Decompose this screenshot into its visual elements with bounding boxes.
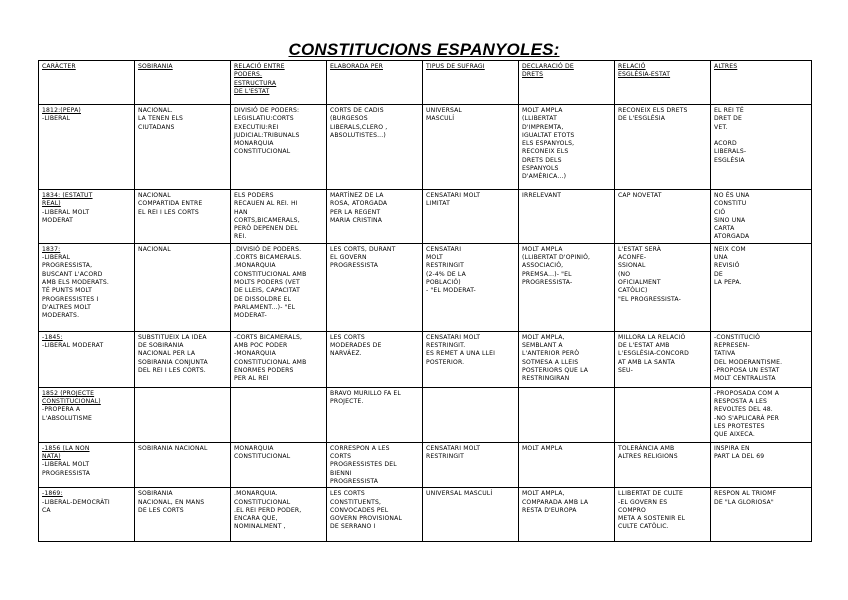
cell-caracter (39, 105, 135, 190)
cell-line: CA (42, 506, 51, 514)
cell-line: PROGRESSISTA (330, 262, 379, 270)
cell-line: COMPARADA AMB LA (522, 498, 589, 506)
cell-line: DE SERRANO I (330, 523, 376, 531)
cell-line: MOLT AMPLA (522, 444, 563, 452)
cell-elaborada-per (327, 442, 423, 487)
cell-line (714, 132, 808, 140)
cell-line: PROGRESSISTA (42, 469, 91, 477)
cell-relacio-esglesia-estat (615, 243, 711, 331)
cell-line: SOBIRANIA NACIONAL (138, 444, 208, 452)
cell-line: -1856 (LA NON (42, 444, 90, 452)
cell-line: CAP NOVETAT (618, 192, 662, 199)
cell-line: LA PEPA. (714, 278, 742, 286)
cell-line: 1852 (PROJECTE (42, 389, 95, 397)
cell-line: IRRELEVANT (522, 192, 562, 199)
cell-line: CONSTITUCIONAL) (42, 398, 101, 406)
cell-line: CULTE CATÒLIC. (618, 523, 669, 531)
cell-line: SEU- (618, 366, 633, 374)
cell-line: D'IMPREMTA, (522, 123, 564, 131)
table-row (39, 442, 812, 487)
cell-elaborada-per (327, 488, 423, 542)
cell-line (426, 390, 515, 398)
cell-line: BIENNI (330, 469, 352, 477)
cell-declaracio-drets (519, 442, 615, 487)
cell-line: -EL GOVERN ES (618, 498, 668, 506)
cell-line: L'ESGLÉSIA-CONCORD (618, 350, 689, 358)
cell-line: PODERS. (234, 71, 263, 79)
cell-line: EL GOVERN (330, 254, 367, 262)
cell-line: DE "LA GLORIOSA" (714, 498, 774, 506)
cell-line: CORRESPON A LES (330, 444, 390, 452)
cell-sobirania (135, 331, 231, 387)
cell-altres (711, 105, 812, 190)
cell-line: -PROPERA A (42, 406, 81, 414)
cell-line: L'ESTAT SERÀ (618, 245, 662, 253)
cell-tipus-sufragi (423, 105, 519, 190)
cell-line: REAL) (42, 200, 61, 208)
cell-line: NOMINALMENT , (234, 523, 286, 531)
cell-line: GOVERN PROVISIONAL (330, 515, 403, 523)
cell-altres (711, 190, 812, 244)
cell-line: EXECUTIU:REI (234, 123, 279, 131)
cell-line: UNIVERSAL (426, 107, 462, 114)
cell-line: AT AMB LA SANTA (618, 358, 675, 366)
cell-relacio-esglesia-estat (615, 105, 711, 190)
cell-line: RECONEIX ELS (522, 148, 569, 156)
cell-line: CORTS,BICAMERALS, (234, 216, 300, 224)
cell-line: REPRESEN- (714, 342, 750, 350)
cell-line: EL REI I LES CORTS (138, 208, 199, 216)
cell-line: -LIBERAL (42, 254, 71, 262)
cell-line: NACIONAL (138, 192, 171, 199)
cell-line: MILLORA LA RELACIÓ (618, 333, 686, 341)
cell-line: PROGRESSISTA, (42, 262, 93, 270)
cell-line: ATORGADA (714, 233, 750, 241)
cell-line: - "EL MODERAT- (426, 287, 476, 295)
cell-elaborada-per (327, 243, 423, 331)
cell-line: DE L'ESTAT (234, 87, 270, 95)
table-row (39, 243, 812, 331)
cell-line: .EL REI PERD PODER, (234, 506, 302, 514)
cell-line: LES CORTS, DURANT (330, 245, 396, 253)
cell-line: JUDICIAL:TRIBUNALS (234, 131, 300, 139)
cell-line: (BURGESOS (330, 115, 368, 123)
cell-line: HAN (234, 208, 248, 216)
cell-line: NACIONAL (138, 245, 171, 253)
cell-relacio-poders (231, 488, 327, 542)
cell-line: -CORTS BICAMERALS, (234, 333, 303, 341)
table-row (39, 387, 812, 442)
cell-line: CIÓ (714, 208, 726, 216)
cell-elaborada-per (327, 387, 423, 442)
cell-line: DRET DE (714, 115, 743, 123)
cell-declaracio-drets (519, 331, 615, 387)
cell-line: CONSTITUENTS, (330, 498, 382, 506)
cell-line: SOBIRANIA (138, 63, 173, 70)
cell-line: CENSATARI (426, 245, 462, 253)
cell-relacio-esglesia-estat (615, 331, 711, 387)
cell-line: DEL MODERANTISME. (714, 358, 783, 366)
cell-line: ASSOCIACIÓ, (522, 262, 564, 270)
cell-line: (NO (618, 270, 631, 278)
cell-line: 1837: (42, 245, 61, 253)
cell-line: RESTRINGIRAN (522, 375, 570, 383)
cell-line: ESGLÉSIA-ESTAT (618, 71, 671, 79)
cell-line: MASCULÍ (426, 115, 455, 123)
cell-line: TIPUS DE SUFRAGI (426, 63, 485, 70)
cell-line: MARIA CRISTINA (330, 216, 383, 224)
cell-line: MODERATS. (42, 312, 80, 320)
cell-line: ACORD (714, 140, 737, 148)
cell-line: MOLT AMPLA, (522, 333, 565, 341)
cell-line: .MONARQUIA (234, 262, 276, 270)
cell-line: SEMBLANT A (522, 342, 563, 350)
cell-line: DRETS (522, 71, 544, 79)
cell-line: PROJECTE. (330, 398, 364, 406)
cell-tipus-sufragi (423, 387, 519, 442)
cell-line (138, 390, 227, 398)
header-tipus-sufragi (423, 61, 519, 105)
cell-line (234, 390, 323, 398)
cell-relacio-poders (231, 331, 327, 387)
cell-line: MOLT CENTRALISTA (714, 375, 776, 383)
cell-sobirania (135, 387, 231, 442)
cell-line: CORTS (330, 453, 352, 461)
cell-caracter (39, 387, 135, 442)
cell-line: CONSTITUCIONAL AMB (234, 358, 307, 366)
cell-line: "EL PROGRESSISTA- (618, 295, 681, 303)
cell-line: PER LA REGENT (330, 208, 381, 216)
cell-line: CONSTITUCIONAL (234, 148, 291, 156)
cell-line: META A SOSTENIR EL (618, 515, 686, 523)
cell-line: CORTS DE CADIS (330, 107, 384, 114)
cell-line: TÉ PUNTS MOLT (42, 287, 93, 295)
cell-altres (711, 387, 812, 442)
cell-line: ACONFE- (618, 254, 647, 262)
cell-line: SOTMESA A LLEIS (522, 358, 579, 366)
cell-line: TATIVA (714, 350, 736, 358)
cell-line: MONARQUIA (234, 444, 274, 452)
cell-line: CONVOCADES PEL (330, 506, 389, 514)
cell-line: 1834: (ESTATUT (42, 192, 93, 199)
cell-relacio-poders (231, 387, 327, 442)
cell-line: (LLIBERTAT (522, 115, 557, 123)
cell-line: -1845: (42, 333, 63, 341)
cell-line: DRETS DELS (522, 156, 562, 164)
cell-line: BRAVO MURILLO FA EL (330, 389, 401, 397)
cell-line: RESPON AL TRIOMF (714, 490, 777, 498)
cell-line: UNA (714, 254, 728, 262)
cell-line: PROGRESSISTA- (522, 278, 573, 286)
cell-line: PERÒ DEPENEN DEL (234, 225, 298, 233)
cell-declaracio-drets (519, 488, 615, 542)
cell-line (618, 390, 707, 398)
cell-line: IGUALTAT ETOTS (522, 131, 575, 139)
cell-line: RESTRINGIT (426, 453, 465, 461)
table-row (39, 331, 812, 387)
cell-line: POSTERIORS QUE LA (522, 366, 589, 374)
cell-line: AMB ELS MODERATS. (42, 278, 109, 286)
cell-tipus-sufragi (423, 488, 519, 542)
cell-line: -CONSTITUCIÓ (714, 333, 761, 341)
table-row (39, 488, 812, 542)
cell-line: CENSATARI MOLT (426, 192, 481, 199)
cell-line: MODERAT- (234, 312, 267, 320)
cell-line: RESTA D'EUROPA (522, 506, 577, 514)
cell-line: MOLT AMPLA (522, 107, 563, 114)
cell-caracter (39, 442, 135, 487)
cell-line: UNIVERSAL MASCULÍ (426, 490, 493, 498)
cell-line: SUBSTITUEIX LA IDEA (138, 333, 207, 341)
cell-line: ESPANYOLS (522, 165, 559, 173)
cell-declaracio-drets (519, 105, 615, 190)
cell-tipus-sufragi (423, 442, 519, 487)
cell-line: ESTRUCTURA (234, 79, 277, 87)
cell-line: CENSATARI MOLT (426, 333, 481, 341)
cell-relacio-poders (231, 190, 327, 244)
cell-line: SINO UNA (714, 216, 746, 224)
cell-line: -LIBERAL (42, 115, 71, 123)
cell-line: L'ABSOLUTISME (42, 414, 92, 422)
header-sobirania (135, 61, 231, 105)
cell-sobirania (135, 105, 231, 190)
header-elaborada-per (327, 61, 423, 105)
cell-line: ESGLÉSIA (714, 156, 745, 164)
cell-line: MODERADES DE (330, 342, 382, 350)
cell-line: PARLAMENT...)- "EL (234, 303, 296, 311)
cell-line: REI. (234, 233, 247, 241)
cell-line: CARTA (714, 225, 735, 233)
cell-line: NARVÁEZ. (330, 350, 362, 358)
cell-line: ELABORADA PER (330, 63, 383, 70)
cell-line: ELS ESPANYOLS, (522, 140, 575, 148)
cell-altres (711, 442, 812, 487)
cell-line: SOBIRANIA CONJUNTA (138, 358, 208, 366)
cell-line: CIUTADANS (138, 123, 175, 131)
cell-line: NACIONAL, EN MANS (138, 498, 205, 506)
cell-line: BUSCANT L'ACORD (42, 270, 103, 278)
cell-line: CATÒLIC) (618, 287, 648, 295)
cell-line: ABSOLUTISTES...) (330, 131, 386, 139)
cell-line: MOLTS PODERS (VET (234, 278, 300, 286)
cell-caracter (39, 243, 135, 331)
cell-line: .MONARQUIA. (234, 490, 278, 498)
cell-relacio-poders (231, 105, 327, 190)
cell-line: -MONARQUIA (234, 350, 276, 358)
cell-line: .CORTS BICAMERALS. (234, 254, 302, 262)
cell-line: -LIBERAL MODERAT (42, 342, 104, 350)
cell-line: NO ÉS UNA (714, 192, 750, 199)
cell-relacio-esglesia-estat (615, 387, 711, 442)
cell-line: CARÀCTER (42, 63, 76, 70)
cell-line: RESPOSTA A LES (714, 398, 767, 406)
cell-line: RECAUEN AL REI. HI (234, 200, 298, 208)
cell-line: LEGISLATIU:CORTS (234, 115, 294, 123)
cell-relacio-esglesia-estat (615, 190, 711, 244)
cell-line: TOLERÀNCIA AMB (618, 444, 675, 452)
cell-line: PREMSA...)- "EL (522, 270, 572, 278)
cell-line: LIMITAT (426, 200, 450, 208)
cell-elaborada-per (327, 190, 423, 244)
cell-relacio-esglesia-estat (615, 488, 711, 542)
cell-relacio-poders (231, 243, 327, 331)
cell-line: .DIVISIÓ DE PODERS. (234, 245, 302, 253)
cell-line: DE (714, 270, 723, 278)
cell-line: ALTRES (714, 63, 738, 70)
cell-line: PROGRESSISTA (330, 477, 379, 485)
cell-line: MOLT (426, 254, 443, 262)
cell-declaracio-drets (519, 387, 615, 442)
cell-line: -LIBERAL-DEMOCRÀTI (42, 498, 110, 506)
cell-line: DE SOBIRANIA (138, 342, 184, 350)
cell-line: ES REMET A UNA LLEI (426, 350, 496, 358)
cell-line: RELACIÓ ENTRE (234, 63, 285, 70)
cell-line: PROGRESSISTES I (42, 295, 99, 303)
cell-line: COMPARTIDA ENTRE (138, 200, 203, 208)
cell-line: LA TENEN ELS (138, 115, 184, 123)
cell-line: NACIONAL PER LA (138, 350, 196, 358)
cell-line: ENORMES PODERS (234, 366, 294, 374)
cell-declaracio-drets (519, 243, 615, 331)
cell-line: DE L'ESTAT AMB (618, 342, 670, 350)
cell-line: LES CORTS (330, 490, 365, 498)
cell-line: NEIX COM (714, 245, 746, 253)
cell-line: -LIBERAL MOLT (42, 208, 90, 216)
cell-sobirania (135, 190, 231, 244)
cell-line: LIBERALS,CLERO , (330, 123, 388, 131)
cell-line: -NO S'APLICARÀ PER (714, 414, 780, 422)
cell-tipus-sufragi (423, 331, 519, 387)
cell-line: L'ANTERIOR PERÒ (522, 350, 580, 358)
cell-relacio-esglesia-estat (615, 442, 711, 487)
table-row (39, 105, 812, 190)
cell-sobirania (135, 243, 231, 331)
cell-line: MOLT AMPLA, (522, 490, 565, 498)
cell-line: AMB POC PODER (234, 342, 288, 350)
cell-line: COMPRO (618, 506, 646, 514)
cell-sobirania (135, 488, 231, 542)
cell-line: POBLACIÓ) (426, 278, 461, 286)
cell-line: POSTERIOR. (426, 358, 465, 366)
cell-line: ROSA, ATORGADA (330, 200, 388, 208)
cell-elaborada-per (327, 331, 423, 387)
cell-line: LLIBERTAT DE CULTE (618, 490, 684, 498)
cell-line: NACIONAL. (138, 107, 173, 114)
cell-line: VET. (714, 123, 728, 131)
table-row (39, 190, 812, 244)
cell-relacio-poders (231, 442, 327, 487)
cell-line: CONSTITUCIONAL (234, 453, 291, 461)
cell-line: DE LLEIS, CAPACITAT (234, 287, 300, 295)
cell-line: CENSATARI MOLT (426, 444, 481, 452)
cell-line: CONSTITUCIONAL (234, 498, 291, 506)
cell-altres (711, 331, 812, 387)
cell-elaborada-per (327, 105, 423, 190)
cell-line: DIVISIÓ DE PODERS: (234, 107, 300, 114)
cell-line: (2-4% DE LA (426, 270, 466, 278)
cell-line: RESTRINGIT (426, 262, 465, 270)
cell-line: -PROPOSADA COM A (714, 389, 780, 397)
cell-line: D'AMÈRICA...) (522, 173, 567, 181)
cell-line: QUE AIXECA. (714, 431, 755, 439)
header-row (39, 61, 812, 105)
cell-line: PER AL REI (234, 375, 269, 383)
cell-line: CONSTITUCIONAL AMB (234, 270, 307, 278)
cell-line: ALTRES RELIGIONS (618, 453, 678, 461)
cell-line: OFICIALMENT (618, 278, 661, 286)
cell-line: LIBERALS- (714, 148, 747, 156)
cell-line: NATA) (42, 453, 61, 461)
header-altres (711, 61, 812, 105)
cell-line: ELS PODERS (234, 192, 274, 199)
cell-line: LES PROTESTES (714, 422, 765, 430)
cell-line: -1869: (42, 490, 63, 498)
cell-line: DEL REI I LES CORTS. (138, 366, 206, 374)
cell-line: MOLT AMPLA (522, 245, 563, 253)
cell-line: D'ALTRES MOLT (42, 303, 91, 311)
cell-line: INSPIRA EN (714, 444, 750, 452)
header-caracter (39, 61, 135, 105)
constitutions-table (38, 60, 812, 542)
cell-line: ENCARA QUE, (234, 515, 278, 523)
cell-line: (LLIBERTAT D'OPINIÓ, (522, 254, 591, 262)
cell-line: PART LA DEL 69 (714, 453, 765, 461)
cell-line: MODERAT (42, 216, 74, 224)
cell-line: REVOLTES DEL 48. (714, 406, 773, 414)
cell-line: DECLARACIÓ DE (522, 63, 574, 70)
cell-altres (711, 488, 812, 542)
cell-line: PROGRESSISTES DEL (330, 461, 397, 469)
cell-line: 1812:(PEPA) (42, 107, 81, 114)
cell-line: DE DISSOLDRE EL (234, 295, 292, 303)
header-relacio-esglesia-estat (615, 61, 711, 105)
cell-line: RECONEIX ELS DRETS (618, 107, 688, 114)
cell-line: LES CORTS (330, 333, 365, 341)
cell-line: MONARQUIA (234, 140, 274, 148)
cell-line (522, 390, 611, 398)
header-relacio-poders (231, 61, 327, 105)
cell-line: -PROPOSA UN ESTAT (714, 366, 780, 374)
cell-line: RELACIÓ (618, 63, 646, 70)
cell-caracter (39, 331, 135, 387)
cell-altres (711, 243, 812, 331)
header-declaracio-drets (519, 61, 615, 105)
cell-caracter (39, 488, 135, 542)
cell-line: RESTRINGIT. (426, 342, 466, 350)
cell-tipus-sufragi (423, 243, 519, 331)
page-title: CONSTITUCIONS ESPANYOLES: (288, 40, 560, 59)
cell-line: MARTÍNEZ DE LA (330, 192, 384, 199)
cell-declaracio-drets (519, 190, 615, 244)
cell-line: REVISIÓ (714, 262, 740, 270)
cell-line: DE L'ESGLÉSIA (618, 115, 666, 123)
cell-sobirania (135, 442, 231, 487)
cell-caracter (39, 190, 135, 244)
cell-line: DE LES CORTS (138, 506, 184, 514)
cell-line: SOBIRANIA (138, 490, 173, 498)
cell-line: -LIBERAL MOLT (42, 461, 90, 469)
cell-line: CONSTITU (714, 200, 747, 208)
cell-line: EL REI TÉ (714, 107, 744, 114)
cell-tipus-sufragi (423, 190, 519, 244)
cell-line: SSIONAL (618, 262, 646, 270)
